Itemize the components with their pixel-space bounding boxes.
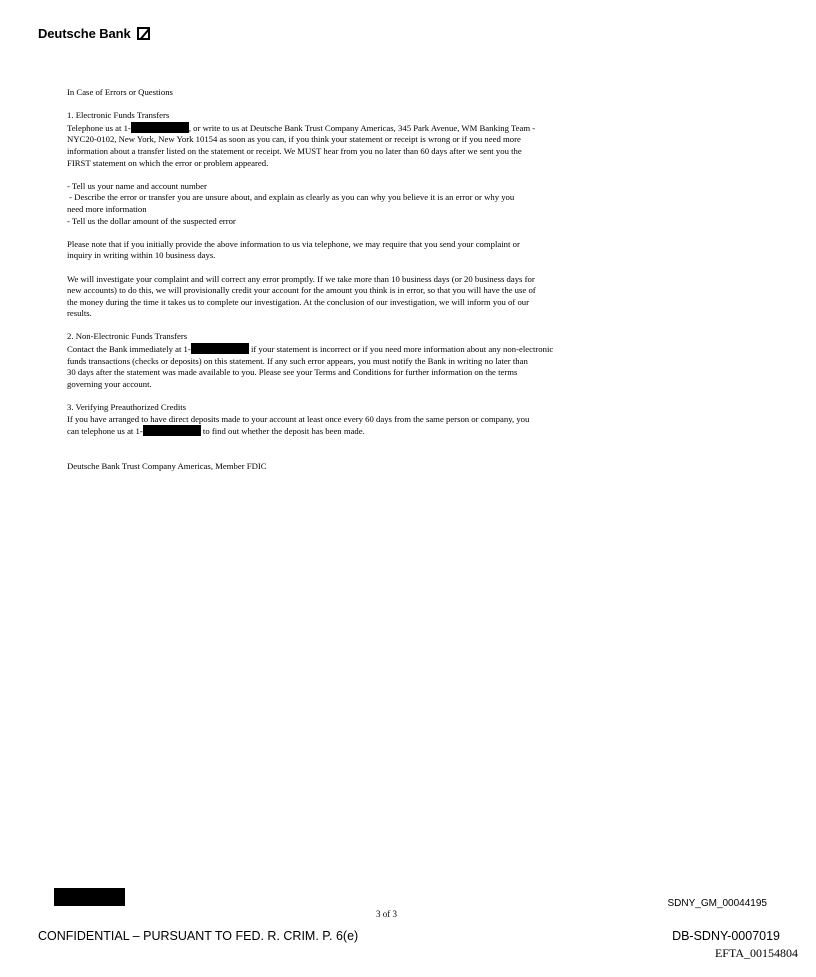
text-line: 30 days after the statement was made available to you. Please see your Terms and Conditions for further information on the terms xyxy=(67,367,518,378)
list-item: - Tell us your name and account number xyxy=(67,180,207,191)
page-header xyxy=(38,26,150,41)
investigation-paragraph xyxy=(67,274,642,320)
bank-name: Deutsche Bank xyxy=(38,26,131,41)
text-line: the money during the time it takes us to complete our investigation. At the conclusion of our investigation, we will inform you of our xyxy=(67,296,530,307)
text-line: NYC20-0102, New York, New York 10154 as soon as you can, if you think your statement or receipt is wrong or if you need more xyxy=(67,134,521,145)
text-fragment: can telephone us at 1- xyxy=(67,426,143,437)
text-line: information about a transfer listed on the statement or receipt. We MUST hear from you no later than 60 days after we sent you the xyxy=(67,145,522,156)
member-fdic-line xyxy=(67,461,642,473)
bates-number-sdny-gm: SDNY_GM_00044195 xyxy=(667,898,767,909)
section-non-electronic-transfers xyxy=(67,331,642,390)
redaction-box xyxy=(131,122,189,133)
footer-redaction-box xyxy=(54,888,125,906)
statement-notice xyxy=(67,87,642,484)
list-item-continued: need more information xyxy=(67,203,147,214)
redaction-box xyxy=(143,425,201,436)
member-fdic-text: Deutsche Bank Trust Company Americas, Member FDIC xyxy=(67,460,267,471)
redaction-box xyxy=(191,343,249,354)
text-line: If you have arranged to have direct deposits made to your account at least once every 60 days from the same person or company, you xyxy=(67,413,530,424)
text-fragment: Contact the Bank immediately at 1- xyxy=(67,344,191,355)
error-instructions-list xyxy=(67,181,642,227)
text-line: new accounts) to do this, we will provisionally credit your account for the amount you think is in error, so that you will have the use of xyxy=(67,285,536,296)
text-fragment: if your statement is incorrect or if you need more information about any non-electronic xyxy=(248,344,554,355)
confidentiality-notice: CONFIDENTIAL – PURSUANT TO FED. R. CRIM. P. 6(e) xyxy=(38,929,359,943)
text-line: governing your account. xyxy=(67,378,152,389)
efta-number: EFTA_00154804 xyxy=(714,946,798,960)
text-fragment: , or write to us at Deutsche Bank Trust Company Americas, 345 Park Avenue, WM Banking Team - xyxy=(188,122,536,133)
section-electronic-transfers xyxy=(67,110,642,169)
text-line: Please note that if you initially provide the above information to us via telephone, we may require that you send your complaint or xyxy=(67,238,520,249)
text-line: FIRST statement on which the error or problem appeared. xyxy=(67,157,269,168)
section-heading: 3. Verifying Preauthorized Credits xyxy=(67,402,187,413)
notice-title-text: In Case of Errors or Questions xyxy=(67,87,173,97)
text-line: results. xyxy=(67,308,92,319)
text-fragment: Telephone us at 1- xyxy=(67,122,131,133)
text-line: inquiry in writing within 10 business days. xyxy=(67,250,216,261)
deutsche-bank-logo-icon xyxy=(137,27,150,40)
section-heading: 2. Non-Electronic Funds Transfers xyxy=(67,331,188,342)
notice-title xyxy=(67,87,642,99)
text-fragment: to find out whether the deposit has been made. xyxy=(200,426,365,437)
page-number: 3 of 3 xyxy=(376,909,397,919)
section-preauthorized-credits xyxy=(67,402,642,438)
text-line xyxy=(67,425,642,438)
text-line xyxy=(67,122,642,135)
section-heading: 1. Electronic Funds Transfers xyxy=(67,110,170,121)
text-line: We will investigate your complaint and will correct any error promptly. If we take more than 10 business days (or 20 business days for xyxy=(67,273,535,284)
list-item: - Describe the error or transfer you are unsure about, and explain as clearly as you can why you believe it is an error or why you xyxy=(67,192,515,203)
text-line: funds transactions (checks or deposits) on this statement. If any such error appears, you must notify the Bank in writing no later than xyxy=(67,355,528,366)
text-line xyxy=(67,343,642,356)
written-inquiry-note xyxy=(67,239,642,262)
bates-number-db: DB-SDNY-0007019 xyxy=(672,929,780,943)
list-item: - Tell us the dollar amount of the suspected error xyxy=(67,215,236,226)
